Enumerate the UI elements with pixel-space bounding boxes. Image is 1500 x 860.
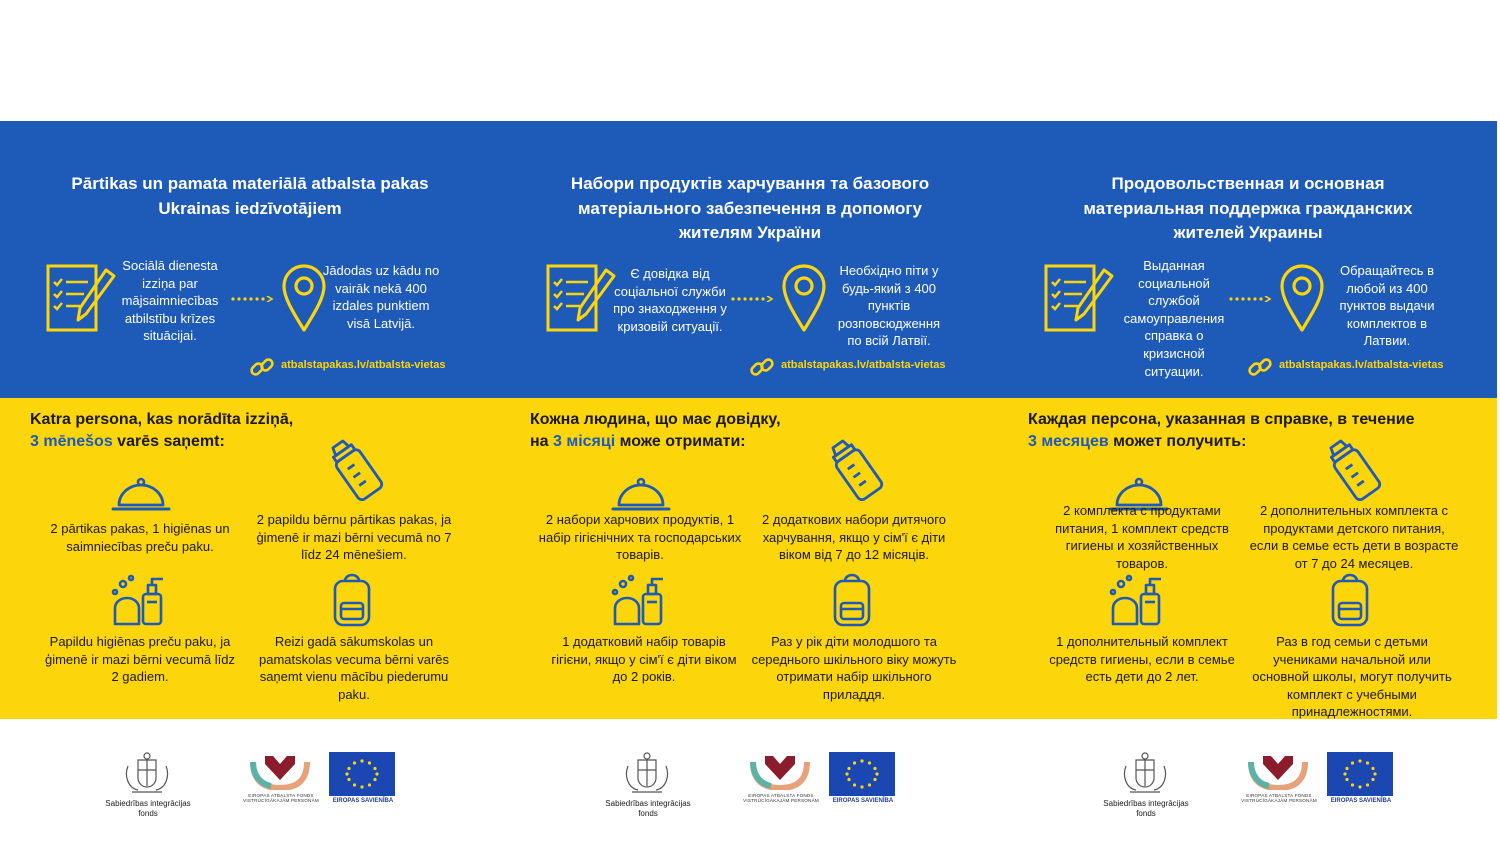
school-backpack-icon (831, 573, 873, 627)
benefit-item: 1 дополнительный комплект средств гигиены, если в семье есть дети до 2 лет. (1049, 634, 1235, 685)
baby-bottle-icon (319, 437, 391, 501)
aid-fund-logo (1247, 752, 1309, 790)
benefit-item: 1 додатковий набір товарів гігієни, якщо у сім'ї є діти віком до 2 років. (551, 634, 737, 685)
aid-fund-text: EIROPAS ATBALSTA FONDS VISTRŪCĪGĀKAJĀM PERSONĀM (743, 793, 819, 804)
website-link[interactable]: atbalstapakas.lv/atbalsta-vietas (281, 359, 446, 371)
step-1-text: Є довідка від соціальної служби про знаходження у кризовій ситуації. (613, 266, 727, 334)
column-latvian (0, 0, 500, 860)
benefit-item: 2 дополнительных комплекта с продуктами детского питания, если в семье есть дети в возрасте от 7 до 24 месяцев. (1249, 503, 1459, 571)
column-ukrainian (500, 0, 1000, 860)
school-backpack-icon (1329, 573, 1371, 627)
step-1-text: Sociālā dienesta izziņa par mājsaimniecības atbilstību krīzes situācijai. (121, 258, 219, 344)
lead-post: може отримати: (619, 433, 746, 450)
arrow-dots-icon (230, 296, 274, 302)
baby-bottle-icon (1317, 437, 1389, 501)
lead-highlight: 3 mēnešos (30, 433, 113, 450)
hygiene-soap-icon (611, 574, 671, 626)
coat-of-arms-logo (122, 752, 172, 796)
benefit-item: Reizi gadā sākumskolas un pamatskolas vecuma bērni varēs saņemt vienu mācību piederumu paku. (258, 634, 450, 702)
arrow-dots-icon (730, 296, 774, 302)
eu-text: EIROPAS SAVIENĪBA (832, 798, 894, 804)
document-pen-icon (546, 262, 618, 334)
eu-stars-icon (329, 752, 395, 796)
benefit-item: Papildu higiēnas preču paku, ja ģimenē ir mazi bērni vecumā līdz 2 gadiem. (44, 634, 236, 685)
eu-stars-icon (829, 752, 895, 796)
benefit-item: Раз у рік діти молодшого та середнього шкільного віку можуть отримати набір шкільного приладдя. (751, 634, 957, 702)
location-pin-icon (1279, 263, 1325, 333)
baby-bottle-icon (819, 437, 891, 501)
lead-highlight: 3 месяцев (1028, 433, 1109, 450)
column-title: Набори продуктів харчування та базового матеріального забезпечення в допомогу жителям України (570, 174, 930, 242)
food-cloche-icon (611, 477, 671, 513)
lead-post: может получить: (1113, 433, 1247, 450)
location-pin-icon (781, 263, 827, 333)
column-russian (998, 0, 1498, 860)
coat-of-arms-logo (1120, 752, 1170, 796)
lead-pre: Каждая персона, указанная в справке, в течение (1028, 411, 1415, 428)
eu-stars-icon (1327, 752, 1393, 796)
lead-pre: Katra persona, kas norādīta izziņā, (30, 411, 294, 428)
hygiene-soap-icon (111, 574, 171, 626)
document-pen-icon (46, 262, 118, 334)
step-2-text: Обращайтесь в любой из 400 пунктов выдачи комплектов в Латвии. (1339, 263, 1435, 349)
benefit-item: 2 pārtikas pakas, 1 higiēnas un saimniecības preču paku. (50, 521, 230, 554)
arrow-dots-icon (1228, 296, 1272, 302)
link-icon (1248, 355, 1272, 379)
lead-highlight: 3 місяці (553, 433, 616, 450)
aid-fund-text: EIROPAS ATBALSTA FONDS VISTRŪCĪGĀKAJĀM PERSONĀM (243, 793, 319, 804)
lead-text (1028, 409, 1468, 453)
food-cloche-icon (111, 477, 171, 513)
column-title: Pārtikas un pamata materiālā atbalsta pakas Ukrainas iedzīvotājiem (71, 174, 429, 218)
location-pin-icon (281, 263, 327, 333)
eu-text: EIROPAS SAVIENĪBA (332, 798, 394, 804)
eu-flag-logo (1327, 752, 1393, 796)
website-link[interactable]: atbalstapakas.lv/atbalsta-vietas (781, 359, 946, 371)
link-icon (250, 355, 274, 379)
aid-fund-logo (749, 752, 811, 790)
coat-of-arms-text: Sabiedrības integrācijas fonds (1103, 799, 1189, 818)
benefit-item: 2 комплекта с продуктами питания, 1 комплект средств гигиены и хозяйственных товаров. (1055, 503, 1229, 571)
eu-text: EIROPAS SAVIENĪBA (1330, 798, 1392, 804)
column-title: Продовольственная и основная материальная поддержка гражданских жителей Украины (1083, 174, 1413, 242)
benefit-item: 2 додаткових набори дитячого харчування, якщо у сім'ї є діти віком від 7 до 12 місяців. (762, 512, 946, 563)
lead-pre-2: на (530, 433, 549, 450)
step-2-text: Необхідно піти у будь-який з 400 пунктів розповсюдження по всій Латвії. (837, 263, 941, 349)
document-pen-icon (1044, 262, 1116, 334)
step-2-text: Jādodas uz kādu no vairāk nekā 400 izdales punktiem visā Latvijā. (322, 263, 440, 331)
benefit-item: 2 набори харчових продуктів, 1 набір гігієнічних та господарських товарів. (538, 512, 742, 563)
benefit-item: Раз в год семьи с детьми учениками начальной или основной школы, могут получить комплект с учебными принадлежностями. (1252, 634, 1452, 720)
coat-of-arms-logo (622, 752, 672, 796)
eu-flag-logo (329, 752, 395, 796)
link-icon (750, 355, 774, 379)
coat-of-arms-text: Sabiedrības integrācijas fonds (605, 799, 691, 818)
school-backpack-icon (331, 573, 373, 627)
aid-fund-logo (249, 752, 311, 790)
benefit-item: 2 papildu bērnu pārtikas pakas, ja ģimenē ir mazi bērni vecumā no 7 līdz 24 mēnešiem. (256, 512, 452, 563)
lead-pre: Кожна людина, що має довідку, (530, 411, 781, 428)
aid-fund-text: EIROPAS ATBALSTA FONDS VISTRŪCĪGĀKAJĀM PERSONĀM (1241, 793, 1317, 804)
website-link[interactable]: atbalstapakas.lv/atbalsta-vietas (1279, 359, 1444, 371)
hygiene-soap-icon (1109, 574, 1169, 626)
lead-post: varēs saņemt: (117, 433, 225, 450)
eu-flag-logo (829, 752, 895, 796)
step-1-text: Выданная социальной службой самоуправления справка о кризисной ситуации. (1123, 258, 1225, 379)
coat-of-arms-text: Sabiedrības integrācijas fonds (105, 799, 191, 818)
